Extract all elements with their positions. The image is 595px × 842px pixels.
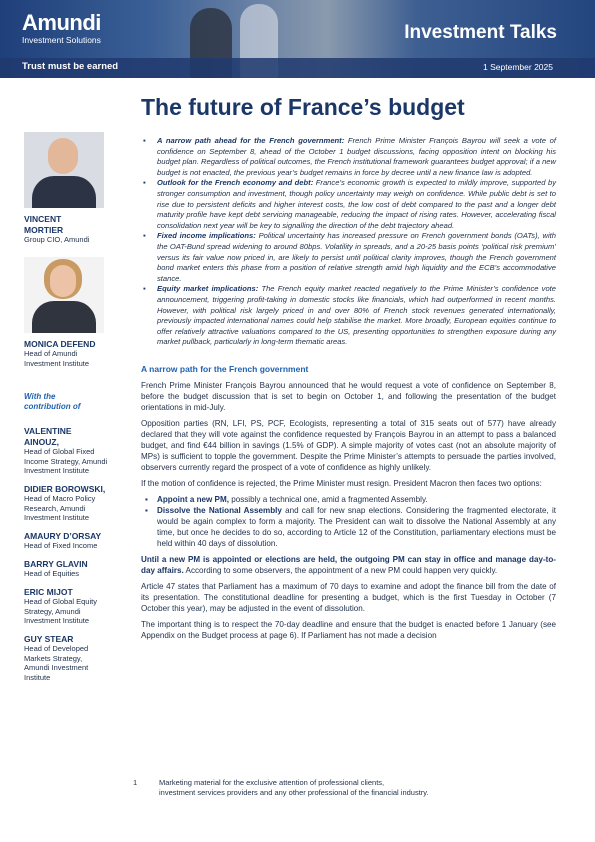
options-list [141, 494, 556, 549]
contributor-name: BARRY GLAVIN [24, 558, 88, 569]
contributor-role: Head of Equities [24, 569, 80, 578]
contributor-role: Head of Global Equity Strategy, Amundi Investment Institute [24, 597, 97, 625]
key-points-list [141, 136, 556, 348]
disclaimer-line: investment services providers and any other professional of the financial industry. [159, 788, 429, 797]
key-point-text: France’s economic growth is expected to mildly improve, supported by stronger consumption and investment, though policy uncertainty may weigh on confidence. While public debt is set to rise due to persistent deficits and higher interest costs, the low cost of debt compared to the past and a longer debt maturity profile have kept debt servicing manageable, reducing the impact of rising rates. However, accelerating fiscal consolidation next year will be key to signalling the direction of the debt trajectory ahead. [157, 178, 556, 230]
paragraph: If the motion of confidence is rejected, the Prime Minister must resign. President Macron then faces two options: [141, 478, 542, 488]
option-item [141, 505, 556, 549]
option-item [141, 494, 556, 505]
page-title: The future of France’s budget [141, 94, 465, 120]
contributor-name: DIDIER BOROWSKI, [24, 483, 106, 494]
paragraph: French Prime Minister François Bayrou announced that he would request a vote of confidence on September 8, before the budget discussion that is set to begin on October 1, and following the presentation of the budget orientations in mid-July. [141, 380, 556, 412]
paragraph-bold-lead: Until a new PM is appointed or elections are held, the outgoing PM can stay in office and manage day-to-day affairs. [141, 554, 556, 575]
option-text: possibly a technical one, amid a fragmented Assembly. [228, 494, 428, 504]
option-lead: Appoint a new PM, [157, 494, 229, 504]
key-point-text: The French equity market reacted negatively to the Prime Minister’s confidence vote announcement, triggering profit-taking in domestic stocks like financials, which had outperformed in recent months. However, with political risk largely priced in and over 80% of French stock revenues generated internationally, previously impacted international names could help stabilise the market. More broadly, European equities continue to offer relatively attractive valuations compared to the US, presenting opportunities to strengthen exposure during any market pullback, particularly in long-term thematic areas. [157, 284, 556, 347]
page-number: 1 [133, 778, 138, 787]
contributor-name: VALENTINE AINOUZ, [24, 426, 72, 447]
bullet-icon: ▪ [143, 136, 146, 145]
author-name: MONICA DEFEND [24, 338, 96, 349]
bullet-icon: ▪ [143, 284, 146, 294]
key-point-lead: Fixed income implications: [157, 231, 256, 241]
publication-date: 1 September 2025 [483, 62, 553, 72]
key-point [141, 284, 556, 348]
paragraph [141, 554, 556, 576]
series-title: Investment Talks [404, 22, 557, 43]
logo-brand: Amundi [22, 10, 101, 35]
paragraph: Article 47 states that Parliament has a maximum of 70 days to examine and adopt the finance bill from the date of its presentation. The constitutional deadline for presenting a budget, which is the first Tuesday in October (7 October this year), may be adjusted in the event of dissolution. [141, 581, 556, 613]
disclaimer-line: Marketing material for the exclusive attention of professional clients, [159, 778, 385, 787]
bullet-icon: ▪ [143, 178, 146, 188]
contributor-name: AMAURY D’ORSAY [24, 530, 102, 541]
author-photo-monica-defend [24, 257, 104, 333]
contributor-role: Head of Global Fixed Income Strategy, Amundi Investment Institute [24, 447, 108, 475]
tagline: Trust must be earned [22, 61, 119, 72]
key-point-text: Political uncertainty has increased pressure on French government bonds (OATs), with the OAT-Bund spread widening to around 80bps. Volatility in spreads, and a 20-25 basis points ‘political risk premium’ versus its fair value now priced in, are likely to persist until political clarity improves, though the French government bond market enters this phase from a position of relative strength amid high liquidity and the ECB’s accommodative stance. [157, 231, 556, 283]
bullet-icon: ▪ [143, 231, 146, 241]
bullet-icon: ▪ [145, 494, 148, 504]
contributor-name: GUY STEAR [24, 633, 74, 644]
key-point-lead: Outlook for the French economy and debt: [157, 178, 314, 188]
key-point-lead: A narrow path ahead for the French government: [157, 136, 345, 145]
key-point-lead: Equity market implications: [157, 284, 259, 294]
contributor-role: Head of Developed Markets Strategy, Amundi Investment Institute [24, 644, 89, 682]
authors-sidebar [24, 132, 134, 690]
paragraph-text: According to some observers, the appointment of a new PM could happen very quickly. [183, 565, 498, 575]
contributor-role: Head of Fixed Income [24, 541, 98, 550]
key-point-text: French Prime Minister François Bayrou will seek a vote of confidence on September 8, ahead of the October 1 budget discussions, facing opposition intent on blocking his budget plan. Regardless of political outcomes, the French institutional framework guarantees budget approval; if a new budget is not enacted, the previous year’s budget remains in force by decree until a new finance law is adopted. [157, 136, 556, 177]
contribution-label: With the contribution of [24, 392, 81, 411]
amundi-logo [22, 12, 101, 45]
page-footer [133, 778, 429, 798]
key-point [141, 136, 556, 178]
option-text: and call for new snap elections. Considering the fragmented electorate, it would be again complex to form a majority. The President can wait to dissolve the National Assembly at any time, but once he decides to do so, according to Article 12 of the Constitution, parliamentary elections must be held within 40 days of dissolution. [157, 505, 557, 548]
author-photo-vincent-mortier [24, 132, 104, 208]
logo-sub: Investment Solutions [22, 35, 101, 45]
paragraph: Opposition parties (RN, LFI, PS, PCF, Ecologists, representing a total of 315 seats out of 577) have already declared that they will vote against the confidence requested by François Bayrou in an attempt to pass a balanced budget, and find €44 billion in savings (1.5% of GDP). A simple majority of votes cast (not an absolute majority of MPs) is sufficient to topple the government. Despite the Prime Minister’s attempts to persuade the parties involved, observers currently regard the prospect of a vote of confidence as highly unlikely. [141, 418, 556, 472]
contributor-name: ERIC MIJOT [24, 586, 73, 597]
bullet-icon: ▪ [145, 505, 148, 515]
key-point [141, 231, 556, 284]
key-point [141, 178, 556, 231]
option-lead: Dissolve the National Assembly [157, 505, 282, 515]
author-role: Group CIO, Amundi [24, 235, 90, 244]
author-role: Head of Amundi Investment Institute [24, 349, 90, 368]
section-heading: A narrow path for the French government [141, 363, 309, 374]
author-name: VINCENT MORTIER [24, 214, 64, 235]
contributor-role: Head of Macro Policy Research, Amundi Investment Institute [24, 494, 96, 522]
main-content [141, 136, 556, 646]
paragraph: The important thing is to respect the 70-day deadline and ensure that the budget is enacted before 1 January (see Appendix on the Budget process at page 6). If Parliament has not made a decision [141, 619, 556, 640]
header-banner [0, 0, 595, 78]
